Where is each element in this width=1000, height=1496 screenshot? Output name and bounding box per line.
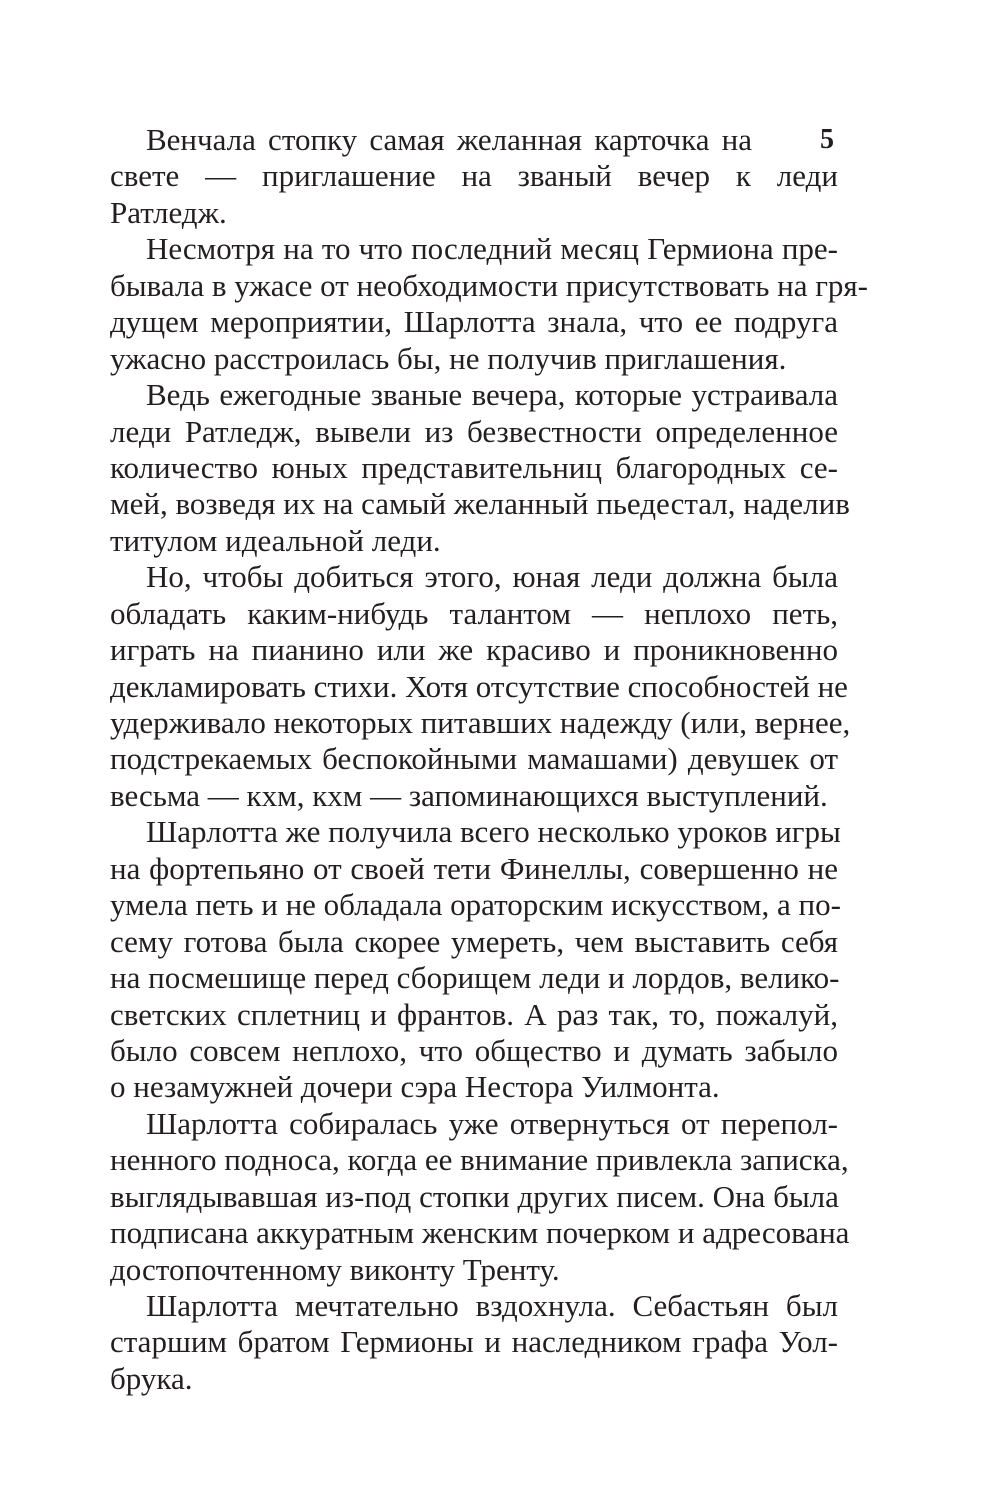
text-line: дущем мероприятии, Шарлотта знала, что ее подруга xyxy=(110,304,838,340)
text-line: брука. xyxy=(110,1360,193,1396)
text-line: было совсем неплохо, что общество и думать забыло xyxy=(110,1032,838,1068)
text-line: удерживало некоторых питавших надежду (или, вернее, xyxy=(110,705,851,740)
text-line: Шарлотта собиралась уже отвернуться от перепол- xyxy=(146,1105,838,1141)
text-line: ужасно расстроилась бы, не получив приглашения. xyxy=(110,340,787,376)
text-line: бывала в ужасе от необходимости присутствовать на гря- xyxy=(110,267,869,303)
text-line: декламировать стихи. Хотя отсутствие способностей не xyxy=(110,668,848,704)
text-line: обладать каким-нибудь талантом — неплохо петь, xyxy=(110,595,838,631)
paragraph xyxy=(110,1288,838,1397)
text-line: количество юных представительниц благородных се- xyxy=(110,449,838,485)
text-line: подписана аккуратным женским почерком и адресована xyxy=(110,1215,850,1251)
text-line: Но, чтобы добиться этого, юная леди должна была xyxy=(146,559,838,595)
text-line: титулом идеальной леди. xyxy=(110,522,441,558)
paragraph xyxy=(110,377,850,559)
text-line: подстрекаемых беспокойными мамашами) девушек от xyxy=(110,741,838,777)
text-line: Ведь ежегодные званые вечера, которые устраивала xyxy=(146,377,838,413)
text-line: светских сплетниц и франтов. А раз так, то, пожалуй, xyxy=(110,996,838,1032)
body-text xyxy=(110,122,869,1397)
text-line: Венчала стопку самая желанная карточка на xyxy=(146,122,752,157)
text-line: мей, возведя их на самый желанный пьедестал, наделив xyxy=(110,486,850,522)
text-line: Шарлотта же получила всего несколько уроков игры xyxy=(146,814,841,850)
text-line: старшим братом Гермионы и наследником графа Уол- xyxy=(110,1324,838,1360)
text-line: о незамужней дочери сэра Нестора Уилмонта. xyxy=(110,1069,720,1105)
text-line: на фортепьяно от своей тети Финеллы, совершенно не xyxy=(110,850,838,886)
text-line: Шарлотта мечтательно вздохнула. Себастьян был xyxy=(146,1288,838,1323)
paragraph xyxy=(110,814,841,1106)
text-line: умела петь и не обладала ораторским искусством, а по- xyxy=(110,887,841,923)
text-line: играть на пианино или же красиво и проникновенно xyxy=(110,632,838,668)
text-line: достопочтенному виконту Тренту. xyxy=(110,1251,560,1287)
paragraph xyxy=(110,1105,850,1288)
text-line: Ратледж. xyxy=(110,194,227,230)
text-line: ненного подноса, когда ее внимание привлекла записка, xyxy=(110,1142,849,1178)
text-line: леди Ратледж, вывели из безвестности определенное xyxy=(110,413,838,449)
page-number: 5 xyxy=(820,124,834,155)
paragraph xyxy=(110,122,838,231)
text-line: выглядывавшая из-под стопки других писем. Она была xyxy=(110,1178,839,1214)
text-line: на посмешище перед сборищем леди и лордов, велико- xyxy=(110,960,840,996)
text-line: свете — приглашение на званый вечер к леди xyxy=(110,158,838,194)
text-line: весьма — кхм, кхм — запоминающихся выступлений. xyxy=(110,777,828,813)
text-line: Несмотря на то что последний месяц Гермиона пре- xyxy=(146,231,838,267)
paragraph xyxy=(110,559,851,814)
text-line: сему готова была скорее умереть, чем выставить себя xyxy=(110,923,838,959)
paragraph xyxy=(110,231,869,377)
